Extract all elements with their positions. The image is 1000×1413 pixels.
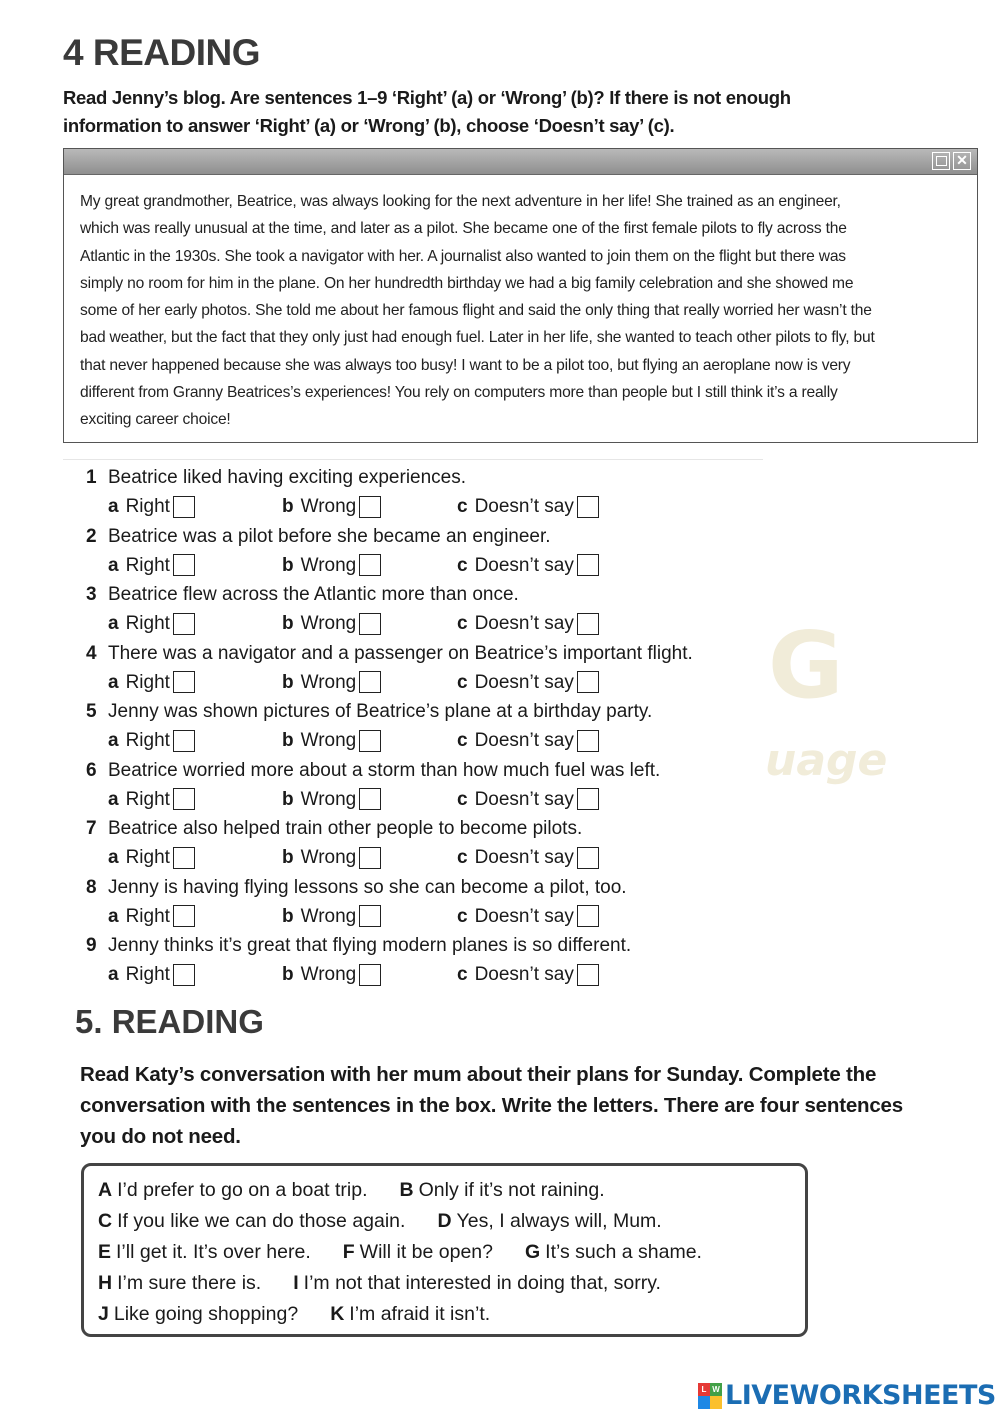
option-letter: c <box>457 964 468 985</box>
sentence-option <box>343 1237 493 1268</box>
sentence-letter: F <box>342 1241 355 1263</box>
option-letter: a <box>108 730 119 751</box>
blog-line: My great grandmother, Beatrice, was always looking for the next adventure in her life! She trained as an engineer, <box>80 193 841 210</box>
answer-checkbox-c[interactable] <box>577 613 599 635</box>
option-label: Wrong <box>300 496 357 517</box>
instruction-line-1: Read Jenny’s blog. Are sentences 1–9 ‘Right’ (a) or ‘Wrong’ (b)? If there is not enough <box>63 87 791 108</box>
option-label: Doesn’t say <box>474 671 574 693</box>
option-label: Right <box>125 847 170 868</box>
question-item <box>86 698 776 757</box>
option-label: Doesn’t say <box>474 496 574 517</box>
question-item <box>86 815 776 874</box>
blog-line: bad weather, but the fact that they only just had enough fuel. Later in her life, she wanted to teach other pilots to fly, but <box>80 329 875 347</box>
sentence-row <box>98 1299 805 1330</box>
question-line <box>86 874 776 901</box>
question-number: 8 <box>86 876 97 898</box>
answer-checkbox-c[interactable] <box>577 730 599 752</box>
logo-icon-cell <box>698 1396 710 1409</box>
blog-line: simply no room for him in the plane. On her hundredth birthday we had a big family celebration and she showed me <box>80 274 854 292</box>
sentence-option <box>437 1206 661 1237</box>
answer-checkbox-c[interactable] <box>577 847 599 869</box>
option-label: Wrong <box>300 847 357 868</box>
sentence-text: I’m not that interested in doing that, sorry. <box>303 1272 661 1294</box>
option-label: Right <box>125 554 170 576</box>
answer-options <box>86 667 776 698</box>
option-letter: a <box>108 671 119 693</box>
divider <box>63 459 763 460</box>
answer-checkbox-c[interactable] <box>577 788 599 810</box>
instruction-line: conversation with the sentences in the box. Write the letters. There are four sentences <box>80 1094 903 1117</box>
option-b <box>282 959 381 990</box>
question-text: There was a navigator and a passenger on Beatrice’s important flight. <box>108 642 693 664</box>
option-letter: b <box>282 847 294 868</box>
answer-checkbox-a[interactable] <box>173 730 195 752</box>
instruction-line-2: information to answer ‘Right’ (a) or ‘Wrong’ (b), choose ‘Doesn’t say’ (c). <box>63 115 675 136</box>
sentence-option <box>98 1206 405 1237</box>
sentence-text: I’ll get it. It’s over here. <box>116 1241 311 1263</box>
sentence-letter: I <box>293 1272 299 1294</box>
answer-checkbox-b[interactable] <box>359 671 381 693</box>
option-label: Right <box>125 496 170 517</box>
answer-checkbox-c[interactable] <box>577 496 599 518</box>
question-item <box>86 581 776 640</box>
option-letter: c <box>457 613 468 634</box>
option-label: Wrong <box>300 788 357 810</box>
sentence-text: I’m sure there is. <box>117 1272 262 1294</box>
sentence-letter: J <box>98 1303 109 1325</box>
question-item <box>86 932 776 991</box>
question-item <box>86 523 776 582</box>
sentence-text: I’d prefer to go on a boat trip. <box>117 1179 368 1201</box>
sentence-row <box>98 1175 805 1206</box>
answer-checkbox-a[interactable] <box>173 671 195 693</box>
answer-checkbox-b[interactable] <box>359 964 381 986</box>
option-label: Doesn’t say <box>474 964 574 985</box>
sentence-option <box>293 1268 661 1299</box>
option-letter: b <box>282 788 294 810</box>
option-letter: c <box>457 730 468 751</box>
watermark-letter: G <box>768 612 844 719</box>
answer-options <box>86 901 776 932</box>
option-b <box>282 550 381 581</box>
question-line <box>86 757 776 784</box>
option-label: Wrong <box>300 554 357 576</box>
option-a <box>108 725 195 756</box>
sentence-letter: D <box>437 1210 452 1232</box>
section-5-heading: 5. READING <box>75 1003 264 1040</box>
option-b <box>282 667 381 698</box>
answer-checkbox-b[interactable] <box>359 905 381 927</box>
section-4-instructions <box>63 84 883 140</box>
sentence-text: Yes, I always will, Mum. <box>456 1210 662 1232</box>
blog-text <box>64 175 977 434</box>
option-a <box>108 842 195 873</box>
option-a <box>108 608 195 639</box>
sentence-option <box>98 1175 368 1206</box>
sentence-option <box>98 1268 261 1299</box>
option-b <box>282 725 381 756</box>
answer-checkbox-a[interactable] <box>173 554 195 576</box>
option-letter: a <box>108 554 119 576</box>
answer-checkbox-b[interactable] <box>359 496 381 518</box>
instruction-line: Read Katy’s conversation with her mum about their plans for Sunday. Complete the <box>80 1063 877 1086</box>
blog-window <box>63 148 978 443</box>
answer-options <box>86 959 776 990</box>
option-letter: b <box>282 496 294 517</box>
answer-options <box>86 784 776 815</box>
option-label: Wrong <box>300 671 357 693</box>
question-line <box>86 464 776 491</box>
answer-checkbox-b[interactable] <box>359 613 381 635</box>
option-b <box>282 608 381 639</box>
answer-checkbox-c[interactable] <box>577 905 599 927</box>
option-a <box>108 959 195 990</box>
question-item <box>86 464 776 523</box>
question-line <box>86 640 776 667</box>
sentence-text: If you like we can do those again. <box>117 1210 406 1232</box>
option-label: Doesn’t say <box>474 788 574 810</box>
answer-options <box>86 725 776 756</box>
option-c <box>457 725 599 756</box>
close-icon[interactable]: ✕ <box>953 152 971 170</box>
option-letter: a <box>108 613 119 634</box>
option-b <box>282 784 381 815</box>
answer-checkbox-c[interactable] <box>577 554 599 576</box>
option-letter: b <box>282 613 294 634</box>
question-item <box>86 874 776 933</box>
sentence-row <box>98 1237 805 1268</box>
sentence-text: It’s such a shame. <box>545 1241 702 1263</box>
option-a <box>108 901 195 932</box>
option-label: Right <box>125 905 170 927</box>
question-line <box>86 698 776 725</box>
question-number: 5 <box>86 701 97 722</box>
option-label: Doesn’t say <box>474 847 574 868</box>
option-b <box>282 901 381 932</box>
option-letter: a <box>108 496 119 517</box>
sentence-letter: A <box>98 1179 113 1201</box>
question-item <box>86 640 776 699</box>
option-letter: a <box>108 905 119 927</box>
answer-checkbox-b[interactable] <box>359 730 381 752</box>
question-text: Jenny thinks it’s great that flying modern planes is so different. <box>108 935 632 956</box>
question-text: Beatrice liked having exciting experiences. <box>108 467 467 488</box>
watermark-word: uage <box>765 735 888 786</box>
question-number: 9 <box>86 935 97 956</box>
logo-icon-cell: L <box>698 1383 710 1396</box>
question-line <box>86 523 776 550</box>
logo-text: LIVEWORKSHEETS <box>725 1380 996 1411</box>
option-b <box>282 842 381 873</box>
sentence-letter: K <box>330 1303 345 1325</box>
option-letter: b <box>282 671 294 693</box>
option-letter: b <box>282 905 294 927</box>
option-label: Right <box>125 671 170 693</box>
option-letter: a <box>108 964 119 985</box>
logo-icon-cell: W <box>710 1383 722 1396</box>
option-letter: b <box>282 730 294 751</box>
sentence-option <box>98 1237 311 1268</box>
question-item <box>86 757 776 816</box>
sentence-letter: C <box>98 1210 113 1232</box>
answer-checkbox-b[interactable] <box>359 554 381 576</box>
option-letter: a <box>108 847 119 868</box>
sentence-option <box>525 1237 702 1268</box>
section-4-heading: 4 READING <box>63 32 260 73</box>
option-label: Right <box>125 964 170 985</box>
blog-line: which was really unusual at the time, and later as a pilot. She became one of the first female pilots to fly across the <box>80 220 847 238</box>
blog-window-titlebar <box>64 149 977 175</box>
section-5-instructions <box>80 1059 980 1152</box>
option-letter: c <box>457 905 468 927</box>
question-line <box>86 815 776 842</box>
answer-checkbox-c[interactable] <box>577 671 599 693</box>
option-c <box>457 842 599 873</box>
question-line <box>86 932 776 959</box>
option-c <box>457 550 599 581</box>
option-c <box>457 491 599 522</box>
option-letter: c <box>457 788 468 810</box>
answer-checkbox-a[interactable] <box>173 964 195 986</box>
liveworksheets-icon <box>698 1383 722 1409</box>
answer-checkbox-a[interactable] <box>173 613 195 635</box>
option-label: Doesn’t say <box>474 905 574 927</box>
question-text: Beatrice worried more about a storm than how much fuel was left. <box>108 759 661 781</box>
blog-line: Atlantic in the 1930s. She took a navigator with her. A journalist also wanted to join them on the flight but there was <box>80 247 846 265</box>
option-label: Wrong <box>300 905 357 927</box>
option-a <box>108 491 195 522</box>
question-text: Beatrice also helped train other people to become pilots. <box>108 818 583 839</box>
answer-options <box>86 550 776 581</box>
sentence-letter: B <box>399 1179 414 1201</box>
answer-checkbox-c[interactable] <box>577 964 599 986</box>
option-label: Doesn’t say <box>474 554 574 576</box>
option-label: Wrong <box>300 964 357 985</box>
option-letter: c <box>457 496 468 517</box>
sentence-text: Will it be open? <box>359 1241 493 1263</box>
sentence-box <box>81 1163 808 1337</box>
sentence-option <box>98 1299 298 1330</box>
option-c <box>457 784 599 815</box>
question-text: Beatrice was a pilot before she became an engineer. <box>108 525 551 547</box>
option-label: Wrong <box>300 730 357 751</box>
sentence-letter: H <box>98 1272 113 1294</box>
option-b <box>282 491 381 522</box>
question-number: 4 <box>86 642 97 664</box>
answer-options <box>86 491 776 522</box>
question-text: Jenny was shown pictures of Beatrice’s plane at a birthday party. <box>108 701 653 722</box>
question-number: 6 <box>86 759 97 781</box>
option-label: Wrong <box>300 613 357 634</box>
sentence-text: Like going shopping? <box>113 1303 299 1325</box>
option-label: Right <box>125 788 170 810</box>
question-line <box>86 581 776 608</box>
sentence-row <box>98 1268 805 1299</box>
answer-checkbox-a[interactable] <box>173 496 195 518</box>
option-c <box>457 608 599 639</box>
question-number: 1 <box>86 467 97 488</box>
liveworksheets-logo[interactable] <box>698 1380 996 1411</box>
question-number: 7 <box>86 818 97 839</box>
option-label: Doesn’t say <box>474 730 574 751</box>
sentence-letter: E <box>98 1241 112 1263</box>
sentence-row <box>98 1206 805 1237</box>
option-letter: c <box>457 847 468 868</box>
question-number: 2 <box>86 525 97 547</box>
option-label: Right <box>125 613 170 634</box>
answer-options <box>86 842 776 873</box>
option-letter: b <box>282 964 294 985</box>
blog-line: some of her early photos. She told me about her famous flight and said the only thing that really worried her wasn’t the <box>80 302 872 320</box>
option-letter: b <box>282 554 294 576</box>
option-label: Right <box>125 730 170 751</box>
answer-checkbox-b[interactable] <box>359 847 381 869</box>
question-text: Jenny is having flying lessons so she can become a pilot, too. <box>108 876 627 898</box>
answer-checkbox-a[interactable] <box>173 905 195 927</box>
answer-checkbox-a[interactable] <box>173 847 195 869</box>
option-label: Doesn’t say <box>474 613 574 634</box>
option-c <box>457 901 599 932</box>
answer-checkbox-b[interactable] <box>359 788 381 810</box>
question-list <box>86 464 776 991</box>
maximize-icon[interactable] <box>932 152 950 170</box>
instruction-line: you do not need. <box>80 1125 241 1148</box>
question-number: 3 <box>86 584 97 605</box>
option-a <box>108 784 195 815</box>
blog-line: that never happened because she was always too busy! I want to be a pilot too, but flying an aeroplane now is very <box>80 356 851 374</box>
question-text: Beatrice flew across the Atlantic more than once. <box>108 584 519 605</box>
option-a <box>108 550 195 581</box>
option-letter: c <box>457 671 468 693</box>
option-c <box>457 959 599 990</box>
blog-line: exciting career choice! <box>80 411 231 429</box>
sentence-option <box>400 1175 605 1206</box>
answer-options <box>86 608 776 639</box>
sentence-letter: G <box>525 1241 541 1263</box>
option-a <box>108 667 195 698</box>
sentence-text: Only if it’s not raining. <box>418 1179 605 1201</box>
option-letter: c <box>457 554 468 576</box>
answer-checkbox-a[interactable] <box>173 788 195 810</box>
blog-line: different from Granny Beatrices’s experiences! You rely on computers more than people but I still think it’s a really <box>80 384 838 402</box>
sentence-option <box>330 1299 490 1330</box>
logo-icon-cell <box>710 1396 722 1409</box>
option-c <box>457 667 599 698</box>
sentence-text: I’m afraid it isn’t. <box>349 1303 491 1325</box>
option-letter: a <box>108 788 119 810</box>
